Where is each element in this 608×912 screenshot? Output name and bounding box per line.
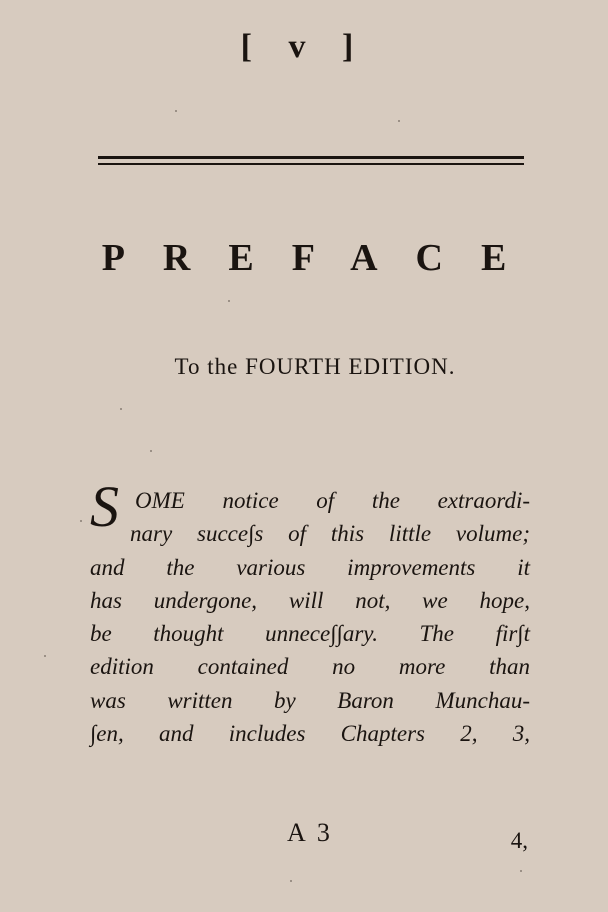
text-line-5: be thought unnece∫∫ary. The fir∫t (90, 621, 530, 647)
paper-speck (80, 520, 82, 522)
paper-speck (120, 408, 122, 410)
paper-speck (150, 450, 152, 452)
text-line-4: has undergone, will not, we hope, (90, 587, 530, 613)
text-line-3: and the various improvements it (90, 554, 530, 580)
text-line-1: OME notice of the extraordi- (135, 488, 530, 513)
text-line-8: ∫en, and includes Chapters 2, 3, (90, 721, 530, 747)
preface-heading: PREFACE (101, 237, 545, 279)
text-line-6: edition contained no more than (90, 654, 530, 680)
paper-speck (175, 110, 177, 112)
text-line-2: nary succe∫s of this little volume; (130, 521, 530, 547)
edition-subheading: To the FOURTH EDITION. (174, 354, 456, 379)
paper-speck (228, 300, 230, 302)
rule-thin (98, 163, 524, 165)
paper-speck (398, 120, 400, 122)
paper-speck (44, 655, 46, 657)
page-number: [ v ] (240, 28, 368, 65)
paper-speck (520, 870, 522, 872)
drop-cap: S (90, 474, 119, 539)
body-text (90, 484, 530, 750)
rule-thick (98, 156, 524, 159)
text-line-7: was written by Baron Munchau- (90, 687, 530, 713)
signature-mark: A 3 (287, 818, 333, 847)
catchword: 4, (510, 828, 528, 853)
paper-speck (290, 880, 292, 882)
